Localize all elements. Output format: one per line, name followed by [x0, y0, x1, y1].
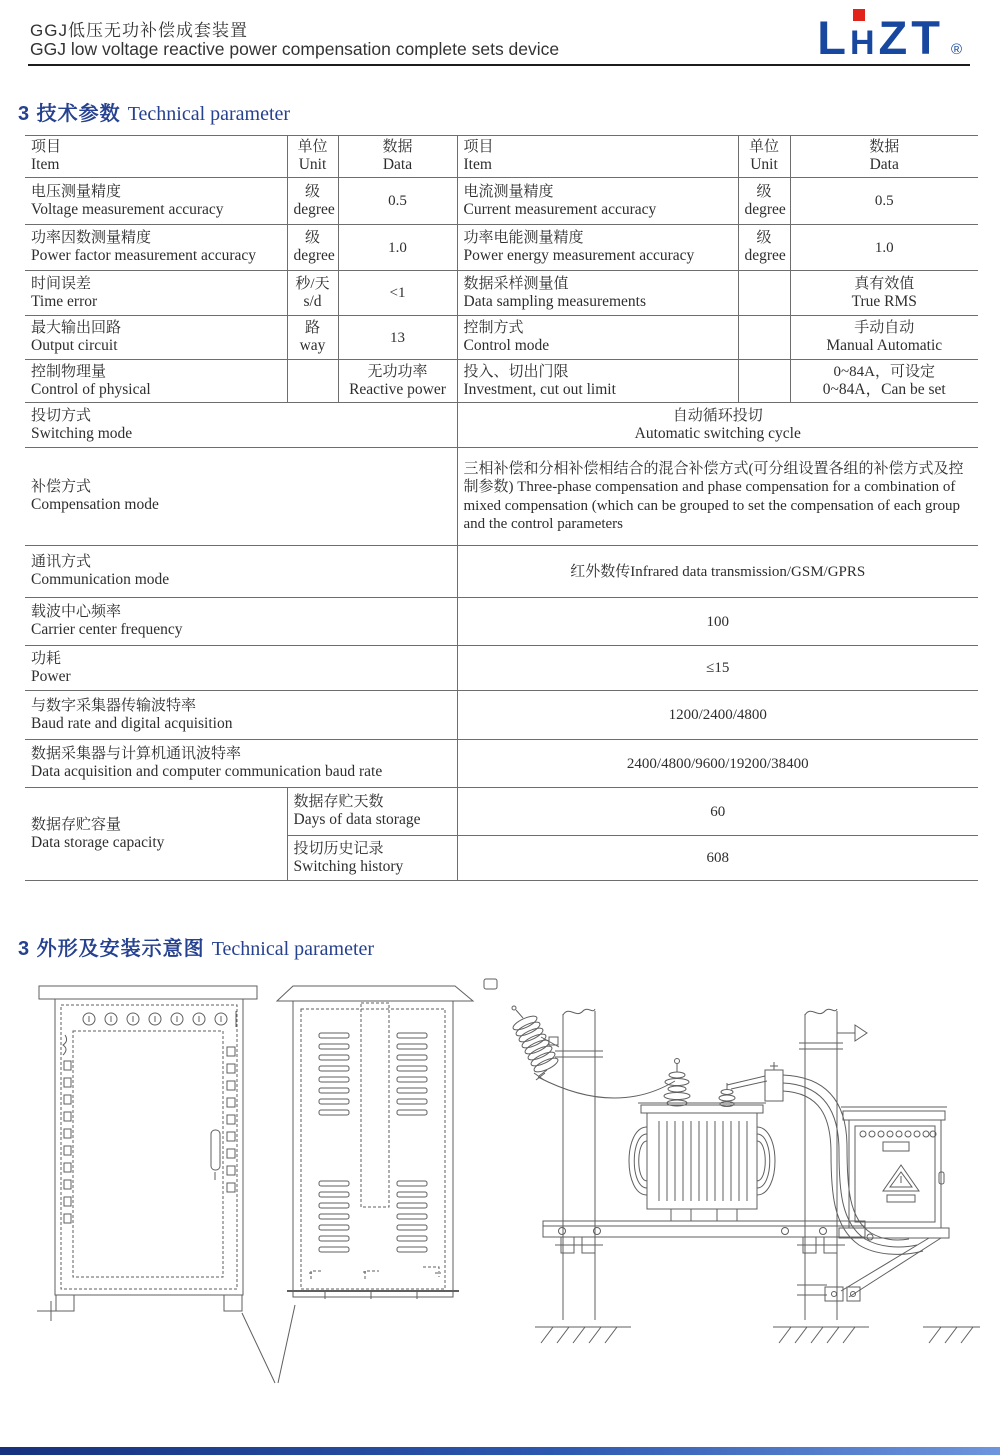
unit-cell: [738, 316, 790, 360]
table-row: [25, 646, 978, 691]
tech-parameter-table: [25, 135, 978, 881]
unit-cell: 秒/天 s/d: [287, 271, 338, 316]
value-cell: 自动循环投切 Automatic switching cycle: [457, 403, 978, 448]
pole-installation-drawing: [484, 979, 980, 1343]
sub-param-label-cell: 投切历史记录 Switching history: [287, 836, 457, 881]
section-title-technical-parameter: 3 技术参数 Technical parameter: [18, 103, 291, 125]
outline-installation-drawings: [25, 975, 980, 1405]
value-cell: 手动自动 Manual Automatic: [790, 316, 978, 360]
page-title-en: GGJ low voltage reactive power compensation complete sets device: [30, 39, 560, 59]
value-cell: ≤15: [457, 646, 978, 691]
support-brace: [797, 1238, 941, 1301]
param-label-cell: 功率电能测量精度 Power energy measurement accuracy: [457, 225, 738, 271]
param-label-cell: 电压测量精度 Voltage measurement accuracy: [25, 178, 287, 225]
cabinet-rear-drawing: [277, 986, 473, 1383]
table-row: [25, 546, 978, 598]
unit-cell: 级 degree: [738, 178, 790, 225]
transformer: [629, 1059, 783, 1222]
technical-drawing: [25, 975, 980, 1405]
header-item-cell: 项目 Item: [25, 136, 287, 178]
unit-cell: [738, 360, 790, 403]
unit-cell: 级 degree: [287, 225, 338, 271]
value-cell: 无功功率 Reactive power: [338, 360, 457, 403]
param-label-cell: 功耗 Power: [25, 646, 457, 691]
header-data-cell: 数据 Data: [790, 136, 978, 178]
table-row: [25, 271, 978, 316]
table-row: [25, 740, 978, 788]
table-row: [25, 691, 978, 740]
unit-cell: 级 degree: [287, 178, 338, 225]
value-cell: 0.5: [790, 178, 978, 225]
value-cell: 608: [457, 836, 978, 881]
table-row: [25, 403, 978, 448]
value-cell: 1.0: [790, 225, 978, 271]
table-row: [25, 448, 978, 546]
value-cell: 100: [457, 598, 978, 646]
unit-cell: [287, 360, 338, 403]
value-cell: <1: [338, 271, 457, 316]
company-logo: [817, 10, 962, 65]
platform-beam: [543, 1221, 865, 1253]
value-cell: 1.0: [338, 225, 457, 271]
cables: [783, 1075, 923, 1254]
value-cell: 三相补偿和分相补偿相结合的混合补偿方式(可分组设置各组的补偿方式及控制参数) Three-phase compensation and phase compensation for a combination of mixed compensation (which can be grouped to set the compensation of each group and the control parameters: [457, 448, 978, 546]
registered-mark: ®: [950, 41, 962, 58]
unit-cell: 级 degree: [738, 225, 790, 271]
value-cell: 真有效值 True RMS: [790, 271, 978, 316]
footer-accent-bar: [0, 1447, 1000, 1455]
section-title-outline-installation: 3 外形及安装示意图 Technical parameter: [18, 938, 375, 960]
value-cell: 2400/4800/9600/19200/38400: [457, 740, 978, 788]
table-row: [25, 598, 978, 646]
logo-letter-l: L: [817, 11, 850, 64]
table-row: [25, 360, 978, 403]
value-cell: 13: [338, 316, 457, 360]
param-label-cell: 最大输出回路 Output circuit: [25, 316, 287, 360]
logo-letter-h: H: [850, 24, 879, 62]
pole-bracket: [837, 1025, 867, 1041]
table-row: [25, 178, 978, 225]
param-label-cell: 通讯方式 Communication mode: [25, 546, 457, 598]
control-cabinet: [839, 1107, 949, 1238]
table-header-row: [25, 136, 978, 178]
param-label-cell: 电流测量精度 Current measurement accuracy: [457, 178, 738, 225]
unit-cell: 路 way: [287, 316, 338, 360]
junction-box: [765, 1070, 783, 1101]
header-unit-cell: 单位 Unit: [287, 136, 338, 178]
header-item-cell: 项目 Item: [457, 136, 738, 178]
value-cell: 60: [457, 788, 978, 836]
table-row: [25, 788, 978, 836]
param-label-cell: 载波中心频率 Carrier center frequency: [25, 598, 457, 646]
param-label-cell: 数据采样测量值 Data sampling measurements: [457, 271, 738, 316]
param-label-cell: 补偿方式 Compensation mode: [25, 448, 457, 546]
logo-red-dot-icon: [853, 9, 865, 21]
value-cell: 红外数传Infrared data transmission/GSM/GPRS: [457, 546, 978, 598]
param-label-cell: 数据采集器与计算机通讯波特率 Data acquisition and computer communication baud rate: [25, 740, 457, 788]
header-data-cell: 数据 Data: [338, 136, 457, 178]
header-unit-cell: 单位 Unit: [738, 136, 790, 178]
param-label-cell: 投入、切出门限 Investment, cut out limit: [457, 360, 738, 403]
param-label-cell: 控制方式 Control mode: [457, 316, 738, 360]
jumper-wire: [538, 1077, 675, 1098]
param-label-cell: 时间误差 Time error: [25, 271, 287, 316]
param-label-cell: 投切方式 Switching mode: [25, 403, 457, 448]
table-row: [25, 225, 978, 271]
unit-cell: [738, 271, 790, 316]
value-cell: 0~84A，可设定 0~84A，Can be set: [790, 360, 978, 403]
dropout-fuse: [511, 1006, 559, 1080]
logo-letters-zt: ZT: [878, 11, 944, 64]
page-title-zh: GGJ低压无功补偿成套装置: [30, 21, 248, 40]
cabinet-front-drawing: [37, 986, 275, 1383]
sub-param-label-cell: 数据存贮天数 Days of data storage: [287, 788, 457, 836]
hv-bushing: [664, 1059, 690, 1107]
value-cell: 1200/2400/4800: [457, 691, 978, 740]
warning-triangle-icon: [883, 1165, 919, 1202]
param-label-cell: 功率因数测量精度 Power factor measurement accuracy: [25, 225, 287, 271]
table-row: [25, 316, 978, 360]
header-divider: [28, 64, 970, 66]
param-label-cell: 控制物理量 Control of physical: [25, 360, 287, 403]
ground-hatch: [535, 1327, 980, 1343]
louver-vents: [319, 1033, 427, 1252]
param-label-cell: 与数字采集器传输波特率 Baud rate and digital acquisition: [25, 691, 457, 740]
param-label-cell: 数据存贮容量 Data storage capacity: [25, 788, 287, 881]
value-cell: 0.5: [338, 178, 457, 225]
